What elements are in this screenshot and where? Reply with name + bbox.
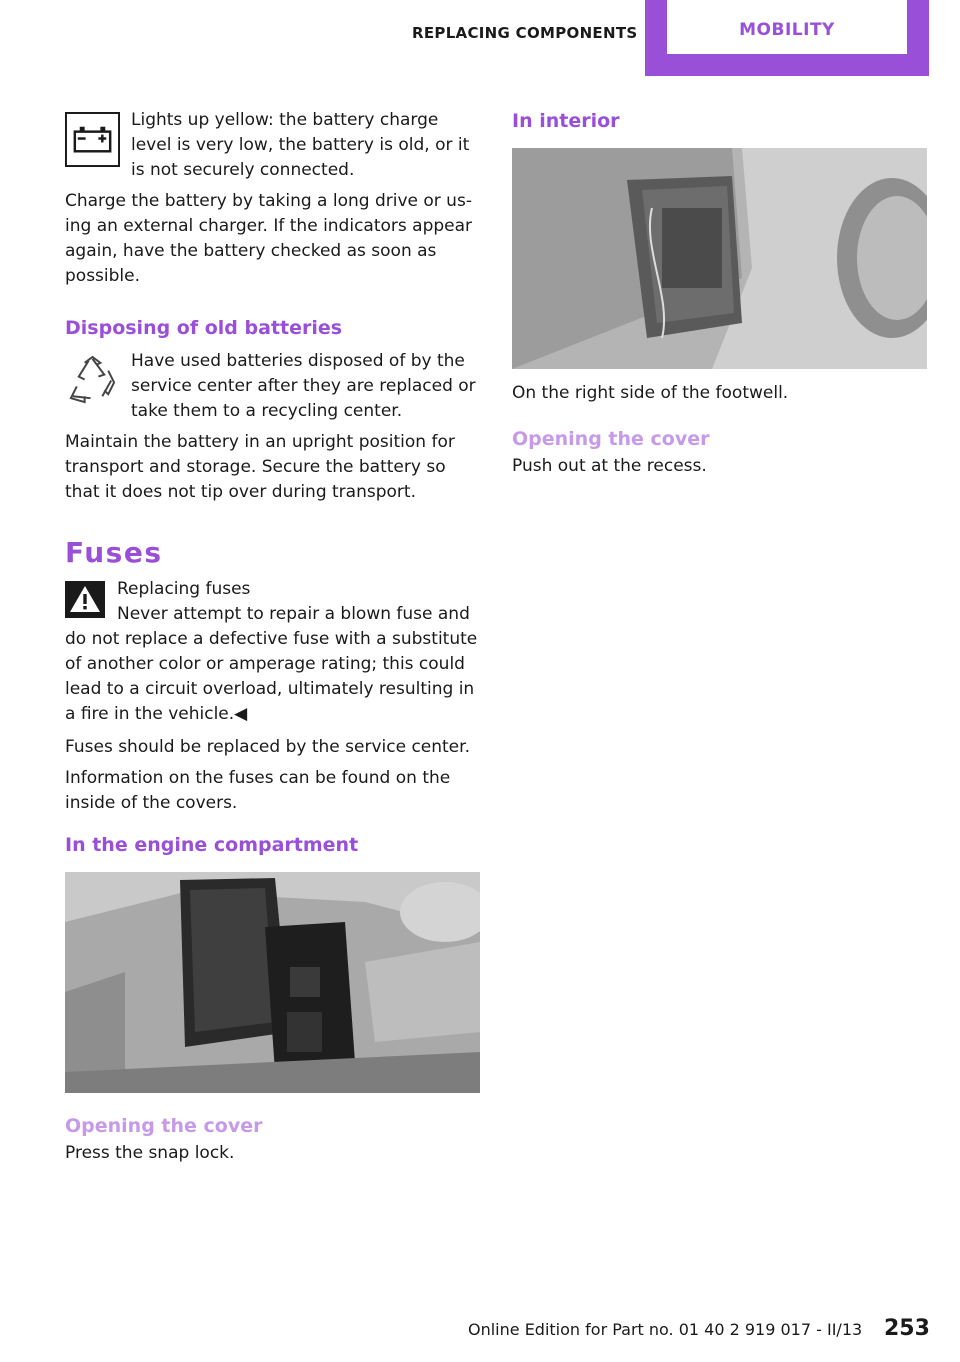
warning-icon: [65, 581, 105, 618]
right-opening-cover-heading: Opening the cover: [512, 428, 710, 450]
engine-fuse-box-photo: [65, 872, 480, 1093]
left-opening-cover-text: Press the snap lock.: [65, 1143, 235, 1163]
battery-note: [65, 108, 481, 183]
right-opening-cover-text: Push out at the recess.: [512, 456, 707, 476]
warning-text: Never attempt to repair a blown fuse and do not replace a defective fuse with a substitute of another color or amperage rating; this could lead to a circuit overload, ultimately resulting in a fire in the vehicle.◀: [65, 604, 478, 724]
left-column: [65, 108, 481, 1172]
warning-block: [65, 577, 481, 727]
engine-compartment-heading: In the engine compartment: [65, 834, 359, 856]
info-text: Information on the fuses can be found on the inside of the covers.: [65, 768, 451, 813]
fuses-heading: Fuses: [65, 536, 163, 569]
battery-icon: [65, 112, 120, 167]
chapter-title: MOBILITY: [739, 20, 835, 40]
interior-heading: In interior: [512, 110, 620, 132]
interior-fuse-box-photo: [512, 148, 927, 369]
interior-caption: On the right side of the footwell.: [512, 383, 789, 403]
chapter-tab: [645, 0, 929, 76]
disposing-note: [65, 349, 481, 424]
disposing-note-text: Have used batteries disposed of by the service center after they are replaced or take them to a recycling center.: [131, 351, 476, 421]
recycle-icon: [65, 353, 120, 408]
disposing-heading: Disposing of old batteries: [65, 317, 343, 339]
right-column: [512, 108, 928, 485]
battery-note-text: Lights up yellow: the battery charge level is very low, the battery is old, or it is not securely connected.: [131, 110, 470, 180]
left-opening-cover-heading: Opening the cover: [65, 1115, 263, 1137]
service-text: Fuses should be replaced by the service center.: [65, 737, 470, 757]
edition-footer: Online Edition for Part no. 01 40 2 919 017 - II/13: [468, 1320, 863, 1339]
page-number: 253: [884, 1316, 930, 1341]
charge-text: Charge the battery by taking a long drive or using an external charger. If the indicators appear again, have the battery checked as soon as possible.: [65, 191, 473, 286]
warning-title: Replacing fuses: [117, 579, 251, 599]
maintain-text: Maintain the battery in an upright position for transport and storage. Secure the battery so that it does not tip over during transport.: [65, 432, 455, 502]
header-section-title: REPLACING COMPONENTS: [412, 24, 638, 42]
